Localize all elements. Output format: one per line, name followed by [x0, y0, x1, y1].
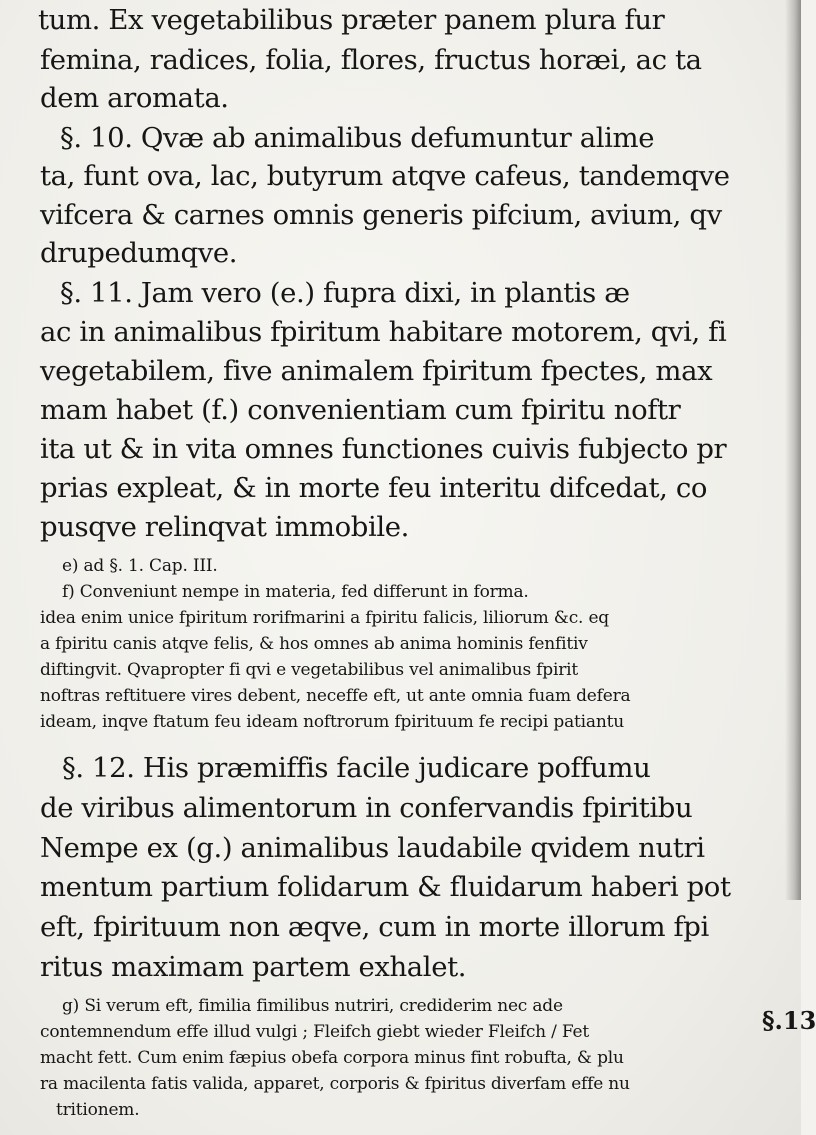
footnote-line: e) ad §. 1. Cap. III. [62, 556, 218, 576]
text-line: vegetabilem, five animalem fpiritum fpectes, max [40, 355, 713, 387]
text-line: mam habet (f.) convenientiam cum fpiritu noftr [40, 394, 681, 426]
text-line: ritus maximam partem exhalet. [40, 951, 467, 983]
text-line: tum. Ex vegetabilibus præter panem plura fur [38, 4, 665, 36]
footnote-line: diftingvit. Qvapropter fi qvi e vegetabilibus vel animalibus fpirit [40, 660, 578, 680]
footnote-line: macht fett. Cum enim fæpius obefa corpora minus fint robufta, & plu [40, 1048, 624, 1068]
text-line: vifcera & carnes omnis generis pifcium, avium, qv [40, 199, 722, 231]
text-line: ita ut & in vita omnes functiones cuivis fubjecto pr [40, 433, 727, 465]
text-line: Nempe ex (g.) animalibus laudabile qvidem nutri [40, 832, 705, 864]
footnote-line: ra macilenta fatis valida, apparet, corporis & fpiritus diverfam effe nu [40, 1074, 630, 1094]
footnote-line: contemnendum effe illud vulgi ; Fleifch giebt wieder Fleifch / Fet [40, 1022, 590, 1042]
text-line: mentum partium folidarum & fluidarum haberi pot [40, 871, 731, 903]
text-line: femina, radices, folia, flores, fructus horæi, ac ta [40, 44, 702, 76]
text-line: §. 12. His præmiffis facile judicare poffumu [62, 752, 651, 784]
footnote-line: f) Conveniunt nempe in materia, fed differunt in forma. [62, 582, 529, 602]
text-line: eft, fpirituum non æqve, cum in morte illorum fpi [40, 911, 709, 943]
footnote-line: a fpiritu canis atqve felis, & hos omnes ab anima hominis fenfitiv [40, 634, 588, 654]
footnote-line: noftras reftituere vires debent, neceffe eft, ut ante omnia fuam defera [40, 686, 631, 706]
footnote-line: idea enim unice fpiritum rorifmarini a fpiritu falicis, liliorum &c. eq [40, 608, 609, 628]
text-line: pusqve relinqvat immobile. [40, 511, 409, 543]
footnote-line: ideam, inqve ftatum feu ideam noftrorum fpirituum fe recipi patiantu [40, 712, 624, 732]
text-line: ta, funt ova, lac, butyrum atqve cafeus, tandemqve [40, 160, 730, 192]
text-line: de viribus alimentorum in confervandis fpiritibu [40, 792, 693, 824]
footnote-line: g) Si verum eft, fimilia fimilibus nutriri, crediderim nec ade [62, 996, 563, 1016]
text-line: ac in animalibus fpiritum habitare motorem, qvi, fi [40, 316, 727, 348]
text-line: §. 11. Jam vero (e.) fupra dixi, in plantis æ [60, 277, 630, 309]
catchword: §.13 [762, 1006, 816, 1035]
footnote-line: tritionem. [56, 1100, 140, 1120]
text-line: prias expleat, & in morte feu interitu difcedat, co [40, 472, 708, 504]
text-line: drupedumqve. [40, 237, 238, 269]
text-line: §. 10. Qvæ ab animalibus defumuntur alime [60, 122, 655, 154]
text-line: dem aromata. [40, 82, 229, 114]
